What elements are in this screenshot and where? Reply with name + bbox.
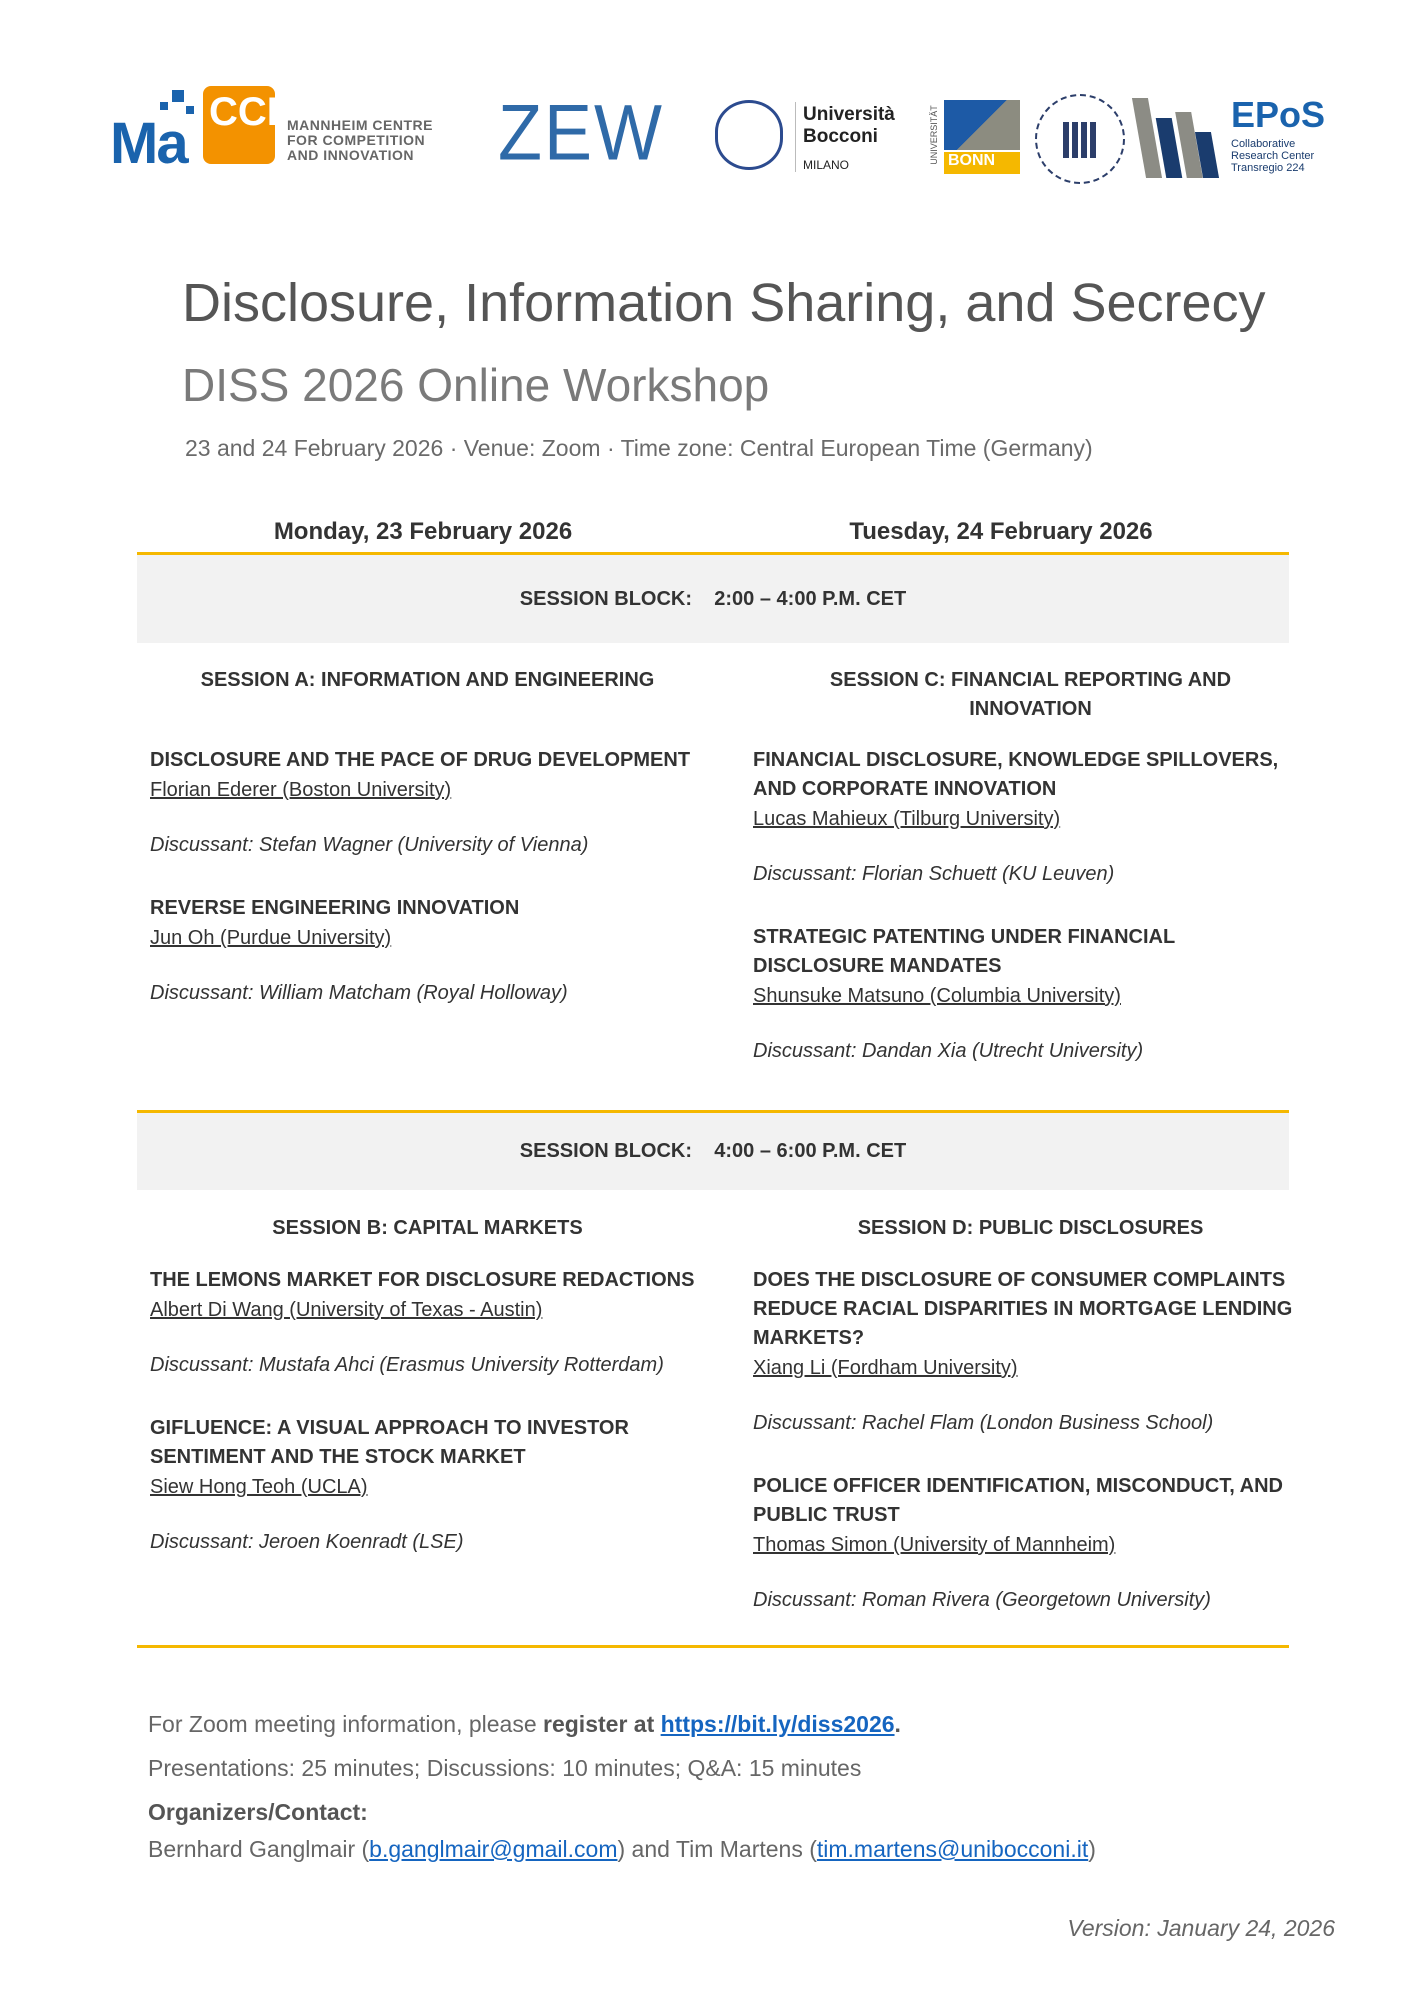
paper: REVERSE ENGINEERING INNOVATION Jun Oh (Purdue University) Discussant: William Matcham (Royal Holloway) bbox=[150, 894, 705, 1008]
bocconi-seal-icon bbox=[715, 100, 783, 170]
session-d: SESSION D: PUBLIC DISCLOSURES DOES THE DISCLOSURE OF CONSUMER COMPLAINTS REDUCE RACIAL DISPARITIES IN MORTGAGE LENDING MARKETS? Xiang Li (Fordham University) Discussant: Rachel Flam (London Business School) POLICE OFFICER IDENTIFICATION, MISCONDUCT, AND PUBLIC TRUST Thomas Simon (University of Mannheim) Discussant: Roman Rivera (Georgetown University) bbox=[753, 1214, 1308, 1641]
bonn-logo: UNIVERSITÄT BONN bbox=[930, 100, 1020, 174]
zew-logo: ZEW bbox=[498, 89, 664, 177]
session-block-2: SESSION BLOCK: 4:00 – 6:00 P.M. CET bbox=[137, 1113, 1289, 1190]
session-c: SESSION C: FINANCIAL REPORTING AND INNOVATION FINANCIAL DISCLOSURE, KNOWLEDGE SPILLOVERS, AND CORPORATE INNOVATION Lucas Mahieux (Tilburg University) Discussant: Florian Schuett (KU Leuven) STRATEGIC PATENTING UNDER FINANCIAL DISCLOSURE MANDATES Shunsuke Matsuno (Columbia University) Discussant: Dandan Xia (Utrecht University) bbox=[753, 666, 1308, 1092]
author-link[interactable]: Jun Oh (Purdue University) bbox=[150, 927, 392, 949]
organizers-label: Organizers/Contact: bbox=[148, 1799, 368, 1825]
epos-logo: EPoS Collaborative Research Center Transregio 224 bbox=[1135, 98, 1335, 188]
day-tuesday: Tuesday, 24 February 2026 bbox=[849, 518, 1153, 545]
register-link[interactable]: https://bit.ly/diss2026 bbox=[660, 1711, 895, 1737]
version-note: Version: January 24, 2026 bbox=[1067, 1915, 1335, 1941]
author-link[interactable]: Lucas Mahieux (Tilburg University) bbox=[753, 808, 1061, 830]
date-venue-line: 23 and 24 February 2026 · Venue: Zoom · Time zone: Central European Time (Germany) bbox=[185, 435, 1093, 461]
zoom-info: For Zoom meeting information, please register at https://bit.ly/diss2026. bbox=[148, 1711, 901, 1737]
paper: STRATEGIC PATENTING UNDER FINANCIAL DISCLOSURE MANDATES Shunsuke Matsuno (Columbia University) Discussant: Dandan Xia (Utrecht University) bbox=[753, 923, 1308, 1066]
organizers-contacts: Bernhard Ganglmair (b.ganglmair@gmail.com) and Tim Martens (tim.martens@unibocconi.it) bbox=[148, 1836, 1096, 1862]
divider bbox=[137, 1645, 1289, 1648]
author-link[interactable]: Thomas Simon (University of Mannheim) bbox=[753, 1534, 1116, 1556]
paper: FINANCIAL DISCLOSURE, KNOWLEDGE SPILLOVERS, AND CORPORATE INNOVATION Lucas Mahieux (Tilburg University) Discussant: Florian Schuett (KU Leuven) bbox=[753, 746, 1308, 889]
paper: DOES THE DISCLOSURE OF CONSUMER COMPLAINTS REDUCE RACIAL DISPARITIES IN MORTGAGE LENDING MARKETS? Xiang Li (Fordham University) Discussant: Rachel Flam (London Business School) bbox=[753, 1266, 1308, 1438]
timing-info: Presentations: 25 minutes; Discussions: 10 minutes; Q&A: 15 minutes bbox=[148, 1755, 862, 1781]
author-link[interactable]: Shunsuke Matsuno (Columbia University) bbox=[753, 985, 1121, 1007]
macci-logo: Ma CCI MANNHEIM CENTRE FOR COMPETITION AND INNOVATION bbox=[110, 86, 450, 166]
mannheim-seal-logo bbox=[1035, 94, 1125, 184]
session-b: SESSION B: CAPITAL MARKETS THE LEMONS MARKET FOR DISCLOSURE REDACTIONS Albert Di Wang (University of Texas - Austin) Discussant: Mustafa Ahci (Erasmus University Rotterdam) GIFLUENCE: A VISUAL APPROACH TO INVESTOR SENTIMENT AND THE STOCK MARKET Siew Hong Teoh (UCLA) Discussant: Jeroen Koenradt (LSE) bbox=[150, 1214, 705, 1583]
day-headers bbox=[137, 518, 1289, 546]
author-link[interactable]: Florian Ederer (Boston University) bbox=[150, 779, 452, 801]
author-link[interactable]: Siew Hong Teoh (UCLA) bbox=[150, 1476, 368, 1498]
logo-bar bbox=[110, 86, 1330, 186]
paper: POLICE OFFICER IDENTIFICATION, MISCONDUCT, AND PUBLIC TRUST Thomas Simon (University of Mannheim) Discussant: Roman Rivera (Georgetown University) bbox=[753, 1472, 1308, 1615]
paper: THE LEMONS MARKET FOR DISCLOSURE REDACTIONS Albert Di Wang (University of Texas - Austin) Discussant: Mustafa Ahci (Erasmus University Rotterdam) bbox=[150, 1266, 705, 1380]
bocconi-logo: Università Bocconi MILANO bbox=[715, 100, 925, 180]
email-link-ganglmair[interactable]: b.ganglmair@gmail.com bbox=[369, 1836, 618, 1862]
page-title: Disclosure, Information Sharing, and Secrecy bbox=[182, 273, 1266, 333]
paper: GIFLUENCE: A VISUAL APPROACH TO INVESTOR SENTIMENT AND THE STOCK MARKET Siew Hong Teoh (UCLA) Discussant: Jeroen Koenradt (LSE) bbox=[150, 1414, 705, 1557]
author-link[interactable]: Albert Di Wang (University of Texas - Austin) bbox=[150, 1299, 543, 1321]
session-a: SESSION A: INFORMATION AND ENGINEERING DISCLOSURE AND THE PACE OF DRUG DEVELOPMENT Florian Ederer (Boston University) Discussant: Stefan Wagner (University of Vienna) REVERSE ENGINEERING INNOVATION Jun Oh (Purdue University) Discussant: William Matcham (Royal Holloway) bbox=[150, 666, 705, 1034]
paper: DISCLOSURE AND THE PACE OF DRUG DEVELOPMENT Florian Ederer (Boston University) Discussant: Stefan Wagner (University of Vienna) bbox=[150, 746, 705, 860]
footer-info bbox=[148, 1702, 1096, 1864]
author-link[interactable]: Xiang Li (Fordham University) bbox=[753, 1357, 1018, 1379]
email-link-martens[interactable]: tim.martens@unibocconi.it bbox=[816, 1836, 1089, 1862]
page-subtitle: DISS 2026 Online Workshop bbox=[182, 359, 770, 411]
session-block-1: SESSION BLOCK: 2:00 – 4:00 P.M. CET bbox=[137, 555, 1289, 643]
day-monday: Monday, 23 February 2026 bbox=[273, 518, 573, 545]
